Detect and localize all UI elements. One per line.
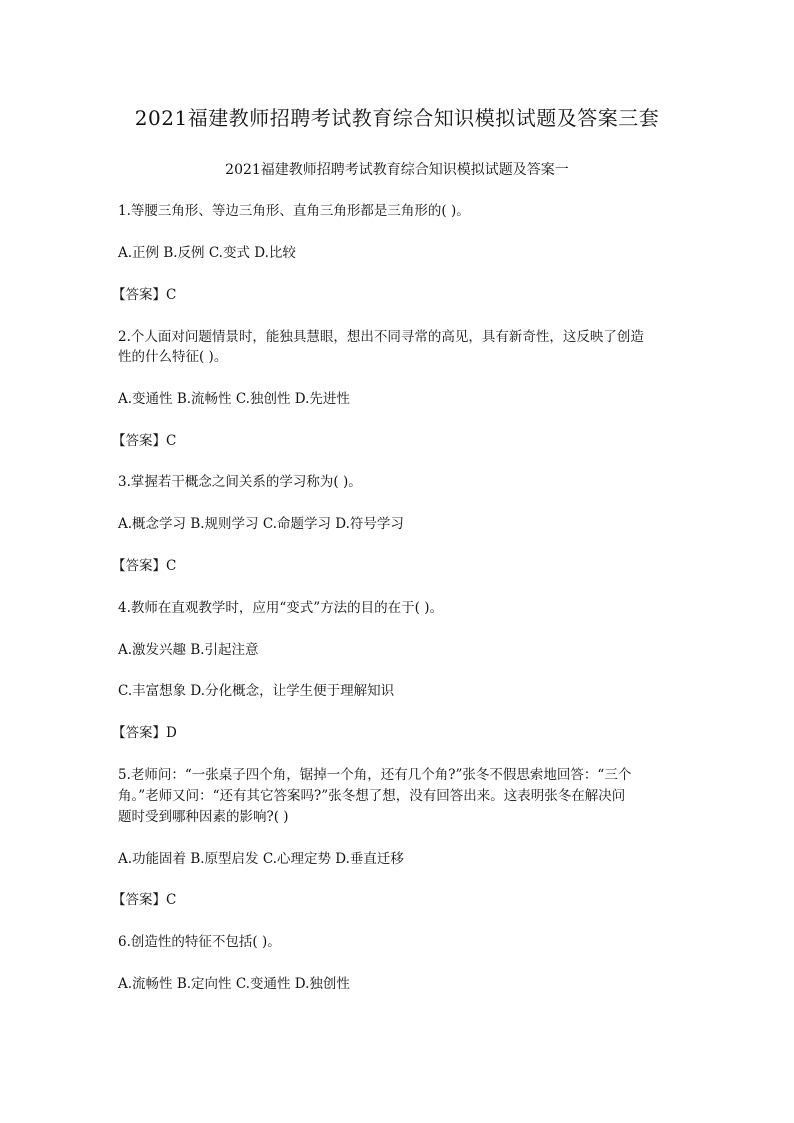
question-2-stem-line-2: 性的什么特征( )。: [118, 349, 228, 365]
question-5-options: A.功能固着 B.原型启发 C.心理定势 D.垂直迁移: [118, 851, 404, 867]
question-6-stem: 6.创造性的特征不包括( )。: [118, 934, 281, 950]
question-4-options-line-2: C.丰富想象 D.分化概念，让学生便于理解知识: [118, 683, 395, 699]
question-1-answer: 【答案】C: [112, 287, 177, 303]
document-subtitle: 2021福建教师招聘考试教育综合知识模拟试题及答案一: [225, 162, 569, 178]
question-1-stem: 1.等腰三角形、等边三角形、直角三角形都是三角形的( )。: [118, 203, 470, 219]
question-2-options: A.变通性 B.流畅性 C.独创性 D.先进性: [118, 391, 350, 407]
question-5-stem-line-2: 角。”老师又问：“还有其它答案吗?”张冬想了想，没有回答出来。这表明张冬在解决问: [118, 788, 626, 804]
question-5-stem-line-1: 5.老师问：“一张桌子四个角，锯掉一个角，还有几个角?”张冬不假思索地回答：“三个: [118, 767, 632, 783]
question-4-stem: 4.教师在直观教学时，应用“变式”方法的目的在于( )。: [118, 600, 444, 616]
question-3-options: A.概念学习 B.规则学习 C.命题学习 D.符号学习: [118, 516, 404, 532]
question-2-answer: 【答案】C: [112, 433, 177, 449]
question-6-options: A.流畅性 B.定向性 C.变通性 D.独创性: [118, 976, 350, 992]
question-1-options: A.正例 B.反例 C.变式 D.比较: [118, 245, 296, 261]
question-4-answer: 【答案】D: [112, 725, 177, 741]
question-5-answer: 【答案】C: [112, 892, 177, 908]
question-2-stem-line-1: 2.个人面对问题情景时，能独具慧眼，想出不同寻常的高见，具有新奇性，这反映了创造: [118, 329, 644, 345]
question-4-options-line-1: A.激发兴趣 B.引起注意: [118, 642, 259, 658]
question-5-stem-line-3: 题时受到哪种因素的影响?( ): [118, 809, 289, 825]
document-title: 2021福建教师招聘考试教育综合知识模拟试题及答案三套: [134, 106, 660, 130]
question-3-stem: 3.掌握若干概念之间关系的学习称为( )。: [118, 474, 362, 490]
question-3-answer: 【答案】C: [112, 558, 177, 574]
